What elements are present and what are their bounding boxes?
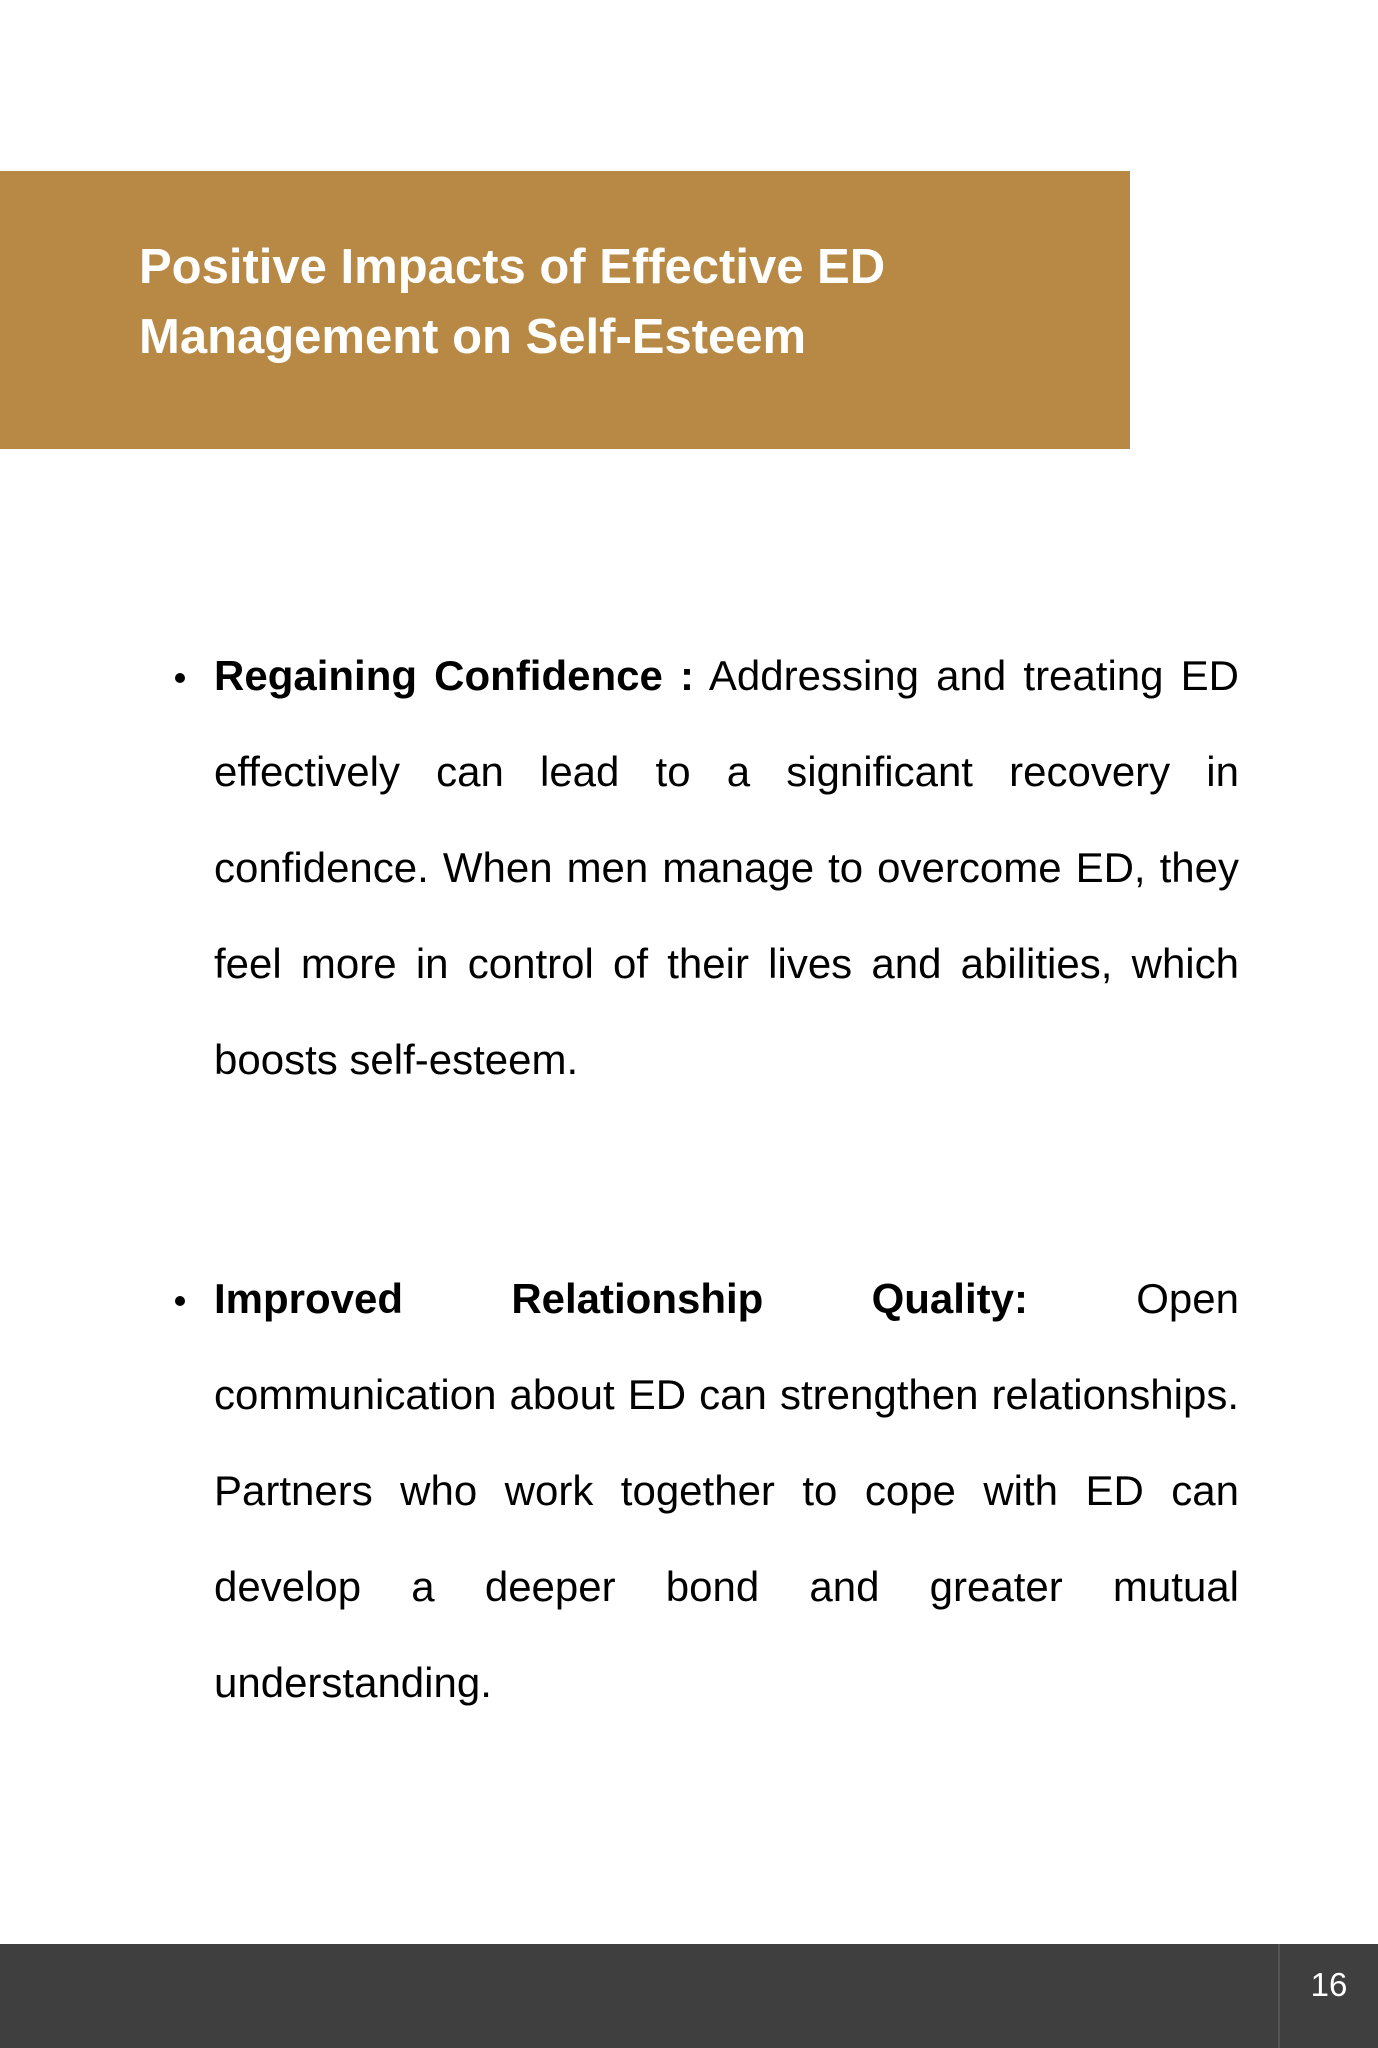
- content-area: [175, 628, 1239, 1874]
- bullet-heading: Improved Relationship Quality:: [214, 1275, 1028, 1322]
- bullet-item-improved-relationship: [175, 1251, 1239, 1731]
- bullet-dot-icon: [175, 673, 185, 683]
- bullet-text: Addressing and treating ED effectively can lead to a significant recovery in confidence. When men manage to overcome ED, they feel more in control of their lives and abilities, which boosts self-esteem.: [214, 652, 1240, 1083]
- bullet-item-regaining-confidence: [175, 628, 1239, 1108]
- footer-bar: [0, 1944, 1378, 2048]
- page-title-line-1: Positive Impacts of Effective ED: [139, 240, 886, 294]
- bullet-list: [175, 628, 1239, 1731]
- page-title: [139, 232, 1039, 372]
- bullet-dot-icon: [175, 1296, 185, 1306]
- page-number: 16: [1310, 1966, 1348, 2003]
- bullet-text: Open communication about ED can strengthen relationships. Partners who work together to cope with ED can develop a deeper bond and greater mutual understanding.: [214, 1275, 1239, 1706]
- bullet-heading: Regaining Confidence :: [214, 652, 695, 699]
- page-title-line-2: Management on Self-Esteem: [139, 310, 807, 364]
